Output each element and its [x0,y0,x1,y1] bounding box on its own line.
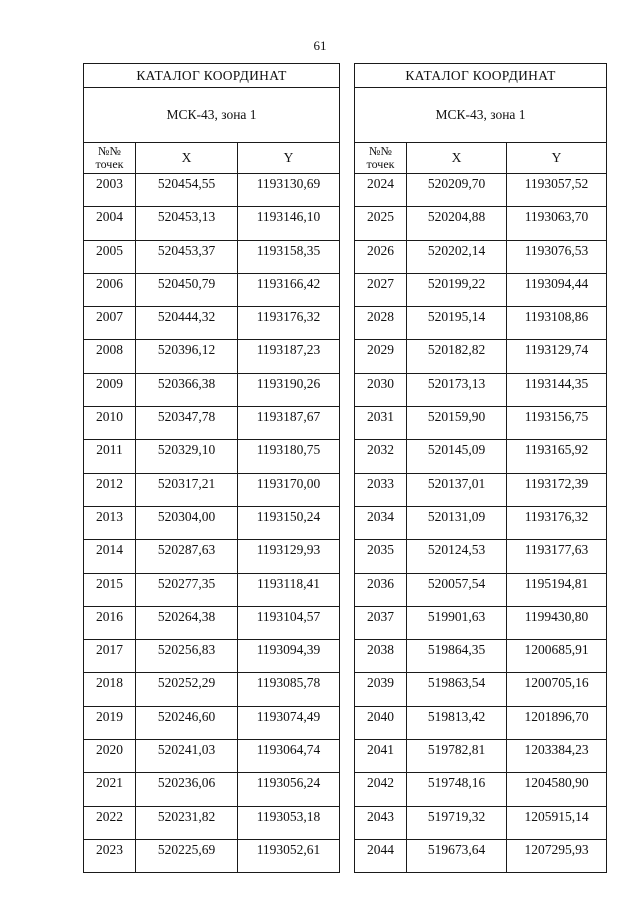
y-coordinate-cell: 1193057,52 [507,174,607,207]
table-row [84,673,340,706]
table-row [355,806,607,839]
y-coordinate-cell: 1193129,74 [507,340,607,373]
x-coordinate-cell: 520444,32 [136,307,238,340]
table-row [84,340,340,373]
table-row [355,706,607,739]
table-row [355,606,607,639]
table-row [84,207,340,240]
table-row [84,740,340,773]
y-coordinate-cell: 1207295,93 [507,839,607,872]
point-number-cell: 2040 [355,706,407,739]
table-row [355,373,607,406]
column-header-y: Y [507,143,607,174]
x-coordinate-cell: 520256,83 [136,640,238,673]
x-coordinate-cell: 520453,13 [136,207,238,240]
point-number-cell: 2039 [355,673,407,706]
x-coordinate-cell: 519863,54 [407,673,507,706]
y-coordinate-cell: 1193094,39 [238,640,340,673]
y-coordinate-cell: 1193177,63 [507,540,607,573]
x-coordinate-cell: 520454,55 [136,174,238,207]
point-number-cell: 2038 [355,640,407,673]
table-body [84,174,340,873]
y-coordinate-cell: 1193146,10 [238,207,340,240]
point-number-cell: 2030 [355,373,407,406]
point-number-cell: 2035 [355,540,407,573]
x-coordinate-cell: 519901,63 [407,606,507,639]
point-number-cell: 2006 [84,273,136,306]
table-row [355,573,607,606]
point-number-cell: 2023 [84,839,136,872]
y-coordinate-cell: 1203384,23 [507,740,607,773]
page-number: 61 [313,38,327,53]
column-header-y: Y [238,143,340,174]
table-row [355,174,607,207]
y-coordinate-cell: 1193118,41 [238,573,340,606]
x-coordinate-cell: 519813,42 [407,706,507,739]
point-number-cell: 2024 [355,174,407,207]
point-number-cell: 2028 [355,307,407,340]
point-number-cell: 2016 [84,606,136,639]
point-number-cell: 2020 [84,740,136,773]
point-number-cell: 2014 [84,540,136,573]
x-coordinate-cell: 520287,63 [136,540,238,573]
y-coordinate-cell: 1193094,44 [507,273,607,306]
column-header-point-number: №№ точек [355,143,407,174]
point-number-cell: 2027 [355,273,407,306]
point-number-cell: 2015 [84,573,136,606]
table-row [355,207,607,240]
y-coordinate-cell: 1193165,92 [507,440,607,473]
point-number-cell: 2011 [84,440,136,473]
table-row [84,273,340,306]
x-coordinate-cell: 520057,54 [407,573,507,606]
point-number-cell: 2025 [355,207,407,240]
point-number-cell: 2044 [355,839,407,872]
y-coordinate-cell: 1193064,74 [238,740,340,773]
x-coordinate-cell: 520173,13 [407,373,507,406]
table-row [355,740,607,773]
y-coordinate-cell: 1193172,39 [507,473,607,506]
table-row [84,806,340,839]
y-coordinate-cell: 1193144,35 [507,373,607,406]
table-row [355,473,607,506]
y-coordinate-cell: 1199430,80 [507,606,607,639]
point-number-cell: 2036 [355,573,407,606]
point-number-cell: 2021 [84,773,136,806]
y-coordinate-cell: 1193108,86 [507,307,607,340]
catalog-title: КАТАЛОГ КООРДИНАТ [355,64,607,88]
point-number-cell: 2018 [84,673,136,706]
y-coordinate-cell: 1193176,32 [507,506,607,539]
x-coordinate-cell: 520159,90 [407,407,507,440]
table-row [355,640,607,673]
table-row [84,440,340,473]
y-coordinate-cell: 1193187,67 [238,407,340,440]
point-number-cell: 2022 [84,806,136,839]
table-row [84,240,340,273]
x-coordinate-cell: 520329,10 [136,440,238,473]
coordinate-catalog-table-left [83,63,340,873]
y-coordinate-cell: 1193063,70 [507,207,607,240]
x-coordinate-cell: 520182,82 [407,340,507,373]
point-number-cell: 2003 [84,174,136,207]
table-row [355,440,607,473]
table-row [355,240,607,273]
x-coordinate-cell: 520231,82 [136,806,238,839]
point-number-cell: 2026 [355,240,407,273]
x-coordinate-cell: 520131,09 [407,506,507,539]
point-number-cell: 2032 [355,440,407,473]
table-row [355,273,607,306]
table-row [84,407,340,440]
x-coordinate-cell: 520225,69 [136,839,238,872]
catalog-subtitle: МСК-43, зона 1 [355,88,607,143]
x-coordinate-cell: 520277,35 [136,573,238,606]
point-number-cell: 2009 [84,373,136,406]
table-row [84,773,340,806]
table-row [84,473,340,506]
y-coordinate-cell: 1193074,49 [238,706,340,739]
y-coordinate-cell: 1193166,42 [238,273,340,306]
table-row [355,340,607,373]
y-coordinate-cell: 1200685,91 [507,640,607,673]
x-coordinate-cell: 520450,79 [136,273,238,306]
x-coordinate-cell: 520199,22 [407,273,507,306]
x-coordinate-cell: 520209,70 [407,174,507,207]
table-row [84,606,340,639]
table-row [84,573,340,606]
table-row [84,706,340,739]
y-coordinate-cell: 1193180,75 [238,440,340,473]
y-coordinate-cell: 1193158,35 [238,240,340,273]
column-header-x: X [407,143,507,174]
y-coordinate-cell: 1193190,26 [238,373,340,406]
point-number-cell: 2004 [84,207,136,240]
point-number-cell: 2019 [84,706,136,739]
point-number-cell: 2017 [84,640,136,673]
point-number-cell: 2042 [355,773,407,806]
point-number-cell: 2013 [84,506,136,539]
y-coordinate-cell: 1193085,78 [238,673,340,706]
y-coordinate-cell: 1193170,00 [238,473,340,506]
y-coordinate-cell: 1193076,53 [507,240,607,273]
y-coordinate-cell: 1193053,18 [238,806,340,839]
point-number-cell: 2041 [355,740,407,773]
x-coordinate-cell: 519719,32 [407,806,507,839]
table-row [355,839,607,872]
point-number-cell: 2005 [84,240,136,273]
x-coordinate-cell: 520145,09 [407,440,507,473]
column-header-x: X [136,143,238,174]
point-number-cell: 2043 [355,806,407,839]
y-coordinate-cell: 1193176,32 [238,307,340,340]
point-number-cell: 2008 [84,340,136,373]
y-coordinate-cell: 1193129,93 [238,540,340,573]
x-coordinate-cell: 520246,60 [136,706,238,739]
y-coordinate-cell: 1200705,16 [507,673,607,706]
table-row [84,174,340,207]
table-row [355,506,607,539]
table-row [355,673,607,706]
x-coordinate-cell: 520347,78 [136,407,238,440]
x-coordinate-cell: 520366,38 [136,373,238,406]
y-coordinate-cell: 1204580,90 [507,773,607,806]
y-coordinate-cell: 1201896,70 [507,706,607,739]
y-coordinate-cell: 1193056,24 [238,773,340,806]
table-body [355,174,607,873]
point-number-cell: 2031 [355,407,407,440]
x-coordinate-cell: 519673,64 [407,839,507,872]
coordinate-catalog-table-right [354,63,607,873]
x-coordinate-cell: 520453,37 [136,240,238,273]
x-coordinate-cell: 520264,38 [136,606,238,639]
point-number-cell: 2010 [84,407,136,440]
point-number-cell: 2029 [355,340,407,373]
x-coordinate-cell: 519748,16 [407,773,507,806]
x-coordinate-cell: 520195,14 [407,307,507,340]
table-row [84,506,340,539]
y-coordinate-cell: 1193104,57 [238,606,340,639]
y-coordinate-cell: 1193130,69 [238,174,340,207]
x-coordinate-cell: 520236,06 [136,773,238,806]
x-coordinate-cell: 520124,53 [407,540,507,573]
table-row [355,407,607,440]
point-number-cell: 2007 [84,307,136,340]
catalog-subtitle: МСК-43, зона 1 [84,88,340,143]
y-coordinate-cell: 1193052,61 [238,839,340,872]
y-coordinate-cell: 1193156,75 [507,407,607,440]
table-row [355,307,607,340]
table-row [84,307,340,340]
x-coordinate-cell: 520317,21 [136,473,238,506]
table-row [84,373,340,406]
x-coordinate-cell: 519782,81 [407,740,507,773]
point-number-cell: 2012 [84,473,136,506]
x-coordinate-cell: 520304,00 [136,506,238,539]
table-row [84,540,340,573]
x-coordinate-cell: 520137,01 [407,473,507,506]
point-number-cell: 2037 [355,606,407,639]
table-row [84,839,340,872]
table-row [355,540,607,573]
x-coordinate-cell: 520241,03 [136,740,238,773]
table-row [355,773,607,806]
catalog-title: КАТАЛОГ КООРДИНАТ [84,64,340,88]
column-header-point-number: №№ точек [84,143,136,174]
x-coordinate-cell: 520396,12 [136,340,238,373]
point-number-cell: 2033 [355,473,407,506]
x-coordinate-cell: 519864,35 [407,640,507,673]
y-coordinate-cell: 1195194,81 [507,573,607,606]
y-coordinate-cell: 1193187,23 [238,340,340,373]
x-coordinate-cell: 520252,29 [136,673,238,706]
x-coordinate-cell: 520202,14 [407,240,507,273]
table-row [84,640,340,673]
y-coordinate-cell: 1193150,24 [238,506,340,539]
y-coordinate-cell: 1205915,14 [507,806,607,839]
point-number-cell: 2034 [355,506,407,539]
x-coordinate-cell: 520204,88 [407,207,507,240]
